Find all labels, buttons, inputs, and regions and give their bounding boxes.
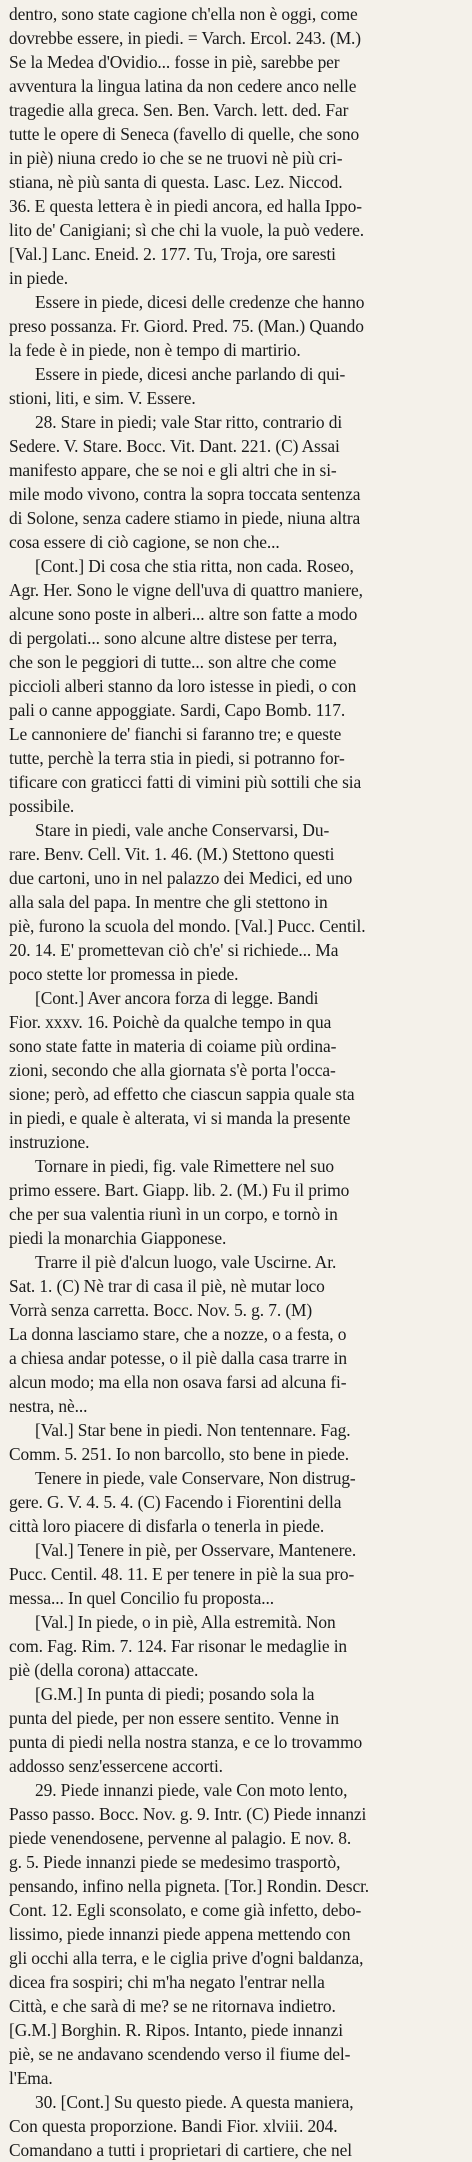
text-line: a chiesa andar potesse, o il piè dalla casa trarre in [9,1348,348,1368]
text-line: Vorrà senza carretta. Bocc. Nov. 5. g. 7. (M) [9,1300,313,1320]
text-line: 36. E questa lettera è in piedi ancora, ed halla Ippo- [9,196,362,216]
text-line: alla sala del papa. In mentre che gli stettono in [9,892,328,912]
text-line: [Val.] Lanc. Eneid. 2. 177. Tu, Troja, ore saresti [9,244,336,264]
text-line: mile modo vivono, contra la sopra toccata sentenza [9,484,361,504]
text-line: la fede è in piede, non è tempo di martirio. [9,340,301,360]
text-line: [Val.] Tenere in piè, per Osservare, Mantenere. [35,1540,357,1560]
text-line: 20. 14. E' promettevan ciò ch'e' si richiede... Ma [9,940,339,960]
text-line: di Solone, senza cadere stiamo in piede, niuna altra [9,508,361,528]
text-line: dentro, sono state cagione ch'ella non è oggi, come [9,4,358,24]
text-line: in piè) niuna credo io che se ne truovi nè più cri- [9,148,343,168]
text-line: tificare con graticci fatti di vimini più sottili che sia [9,772,362,792]
text-line: com. Fag. Rim. 7. 124. Far risonar le medaglie in [9,1636,348,1656]
text-line: [Cont.] Aver ancora forza di legge. Bandi [35,988,319,1008]
text-line: lito de' Canigiani; sì che chi la vuole, la può vedere. [9,220,364,240]
text-line: poco stette lor promessa in piede. [9,964,239,984]
text-line: lissimo, piede innanzi piede appena mettendo con [9,1924,351,1944]
text-line: tutte le opere di Seneca (favello di quelle, che sono [9,124,360,144]
text-line: Sedere. V. Stare. Bocc. Vit. Dant. 221. (C) Assai [9,436,340,456]
text-line: preso possanza. Fr. Giord. Pred. 75. (Man.) Quando [9,316,364,336]
text-line: in piedi, e quale è alterata, vi si manda la presente [9,1108,351,1128]
text-line: stiana, nè più santa di questa. Lasc. Lez. Niccod. [9,172,343,192]
text-line: in piede. [9,268,68,288]
text-line: Tornare in piedi, fig. vale Rimettere nel suo [35,1156,335,1176]
text-line: Stare in piedi, vale anche Conservarsi, Du- [35,820,330,840]
text-line: Essere in piede, dicesi delle credenze che hanno [35,292,365,312]
text-line: Passo passo. Bocc. Nov. g. 9. Intr. (C) Piede innanzi [9,1804,367,1824]
text-line: cosa essere di ciò cagione, se non che... [9,532,280,552]
text-line: g. 5. Piede innanzi piede se medesimo trasportò, [9,1852,341,1872]
text-line: primo essere. Bart. Giapp. lib. 2. (M.) Fu il primo [9,1180,350,1200]
text-line: avventura la lingua latina da non cedere anco nelle [9,76,357,96]
text-line: addosso senz'essercene accorti. [9,1756,223,1776]
text-line: piè, se ne andavano scendendo verso il fiume del- [9,2044,351,2064]
text-line: Tenere in piede, vale Conservare, Non distrug- [35,1468,356,1488]
text-line: pensando, infino nella pigneta. [Tor.] Rondin. Descr. [9,1876,370,1896]
text-line: gli occhi alla terra, e le ciglia prive d'ogni baldanza, [9,1948,364,1968]
text-line: zioni, secondo che alla giornata s'è porta l'occa- [9,1060,336,1080]
text-line: piè (della corona) attaccate. [9,1660,199,1680]
text-line: piede venendosene, pervenne al palagio. E nov. 8. [9,1828,352,1848]
text-line: 28. Stare in piedi; vale Star ritto, contrario di [35,412,343,432]
text-line: [Val.] In piede, o in piè, Alla estremità. Non [35,1612,336,1632]
text-line: Pucc. Centil. 48. 11. E per tenere in piè la sua pro- [9,1564,355,1584]
text-line: [G.M.] Borghin. R. Ripos. Intanto, piede innanzi [9,2020,343,2040]
text-line: piccioli alberi stanno da loro istesse in piedi, o con [9,676,357,696]
text-line: [Val.] Star bene in piedi. Non tentennare. Fag. [35,1420,351,1440]
text-line: Comandano a tutti i proprietari di cartiere, che nel [9,2140,352,2160]
text-line: stioni, liti, e sim. V. Essere. [9,388,196,408]
text-line: gere. G. V. 4. 5. 4. (C) Facendo i Fiorentini della [9,1492,342,1512]
text-line: possibile. [9,796,75,816]
text-line: che per sua valentia riunì in un corpo, e tornò in [9,1204,338,1224]
text-line: rare. Benv. Cell. Vit. 1. 46. (M.) Stettono questi [9,844,335,864]
text-line: Città, e che sarà di me? se ne ritornava indietro. [9,1996,336,2016]
text-line: La donna lasciamo stare, che a nozze, o a festa, o [9,1324,347,1344]
text-line: instruzione. [9,1132,90,1152]
text-line: Se la Medea d'Ovidio... fosse in piè, sarebbe per [9,52,340,72]
text-line: nestra, nè... [9,1396,88,1416]
text-line: Agr. Her. Sono le vigne dell'uva di quattro maniere, [9,580,363,600]
text-line: piè, furono la scuola del mondo. [Val.] Pucc. Centil. [9,916,366,936]
text-line: 29. Piede innanzi piede, vale Con moto lento, [35,1780,348,1800]
text-line: tutte, perchè la terra stia in piedi, si potranno for- [9,748,345,768]
text-line: messa... In quel Concilio fu proposta... [9,1588,275,1608]
text-line: città loro piacere di disfarla o tenerla in piede. [9,1516,325,1536]
text-line: di pergolati... sono alcune altre distese per terra, [9,628,338,648]
text-line: [Cont.] Di cosa che stia ritta, non cada. Roseo, [35,556,354,576]
text-line: Con questa proporzione. Bandi Fior. xlviii. 204. [9,2116,338,2136]
text-line: 30. [Cont.] Su questo piede. A questa maniera, [35,2092,354,2112]
text-line: che son le peggiori di tutte... son altre che come [9,652,337,672]
text-line: sono state fatte in materia di coiame più ordina- [9,1036,337,1056]
text-line: alcun modo; ma ella non osava farsi ad alcuna fi- [9,1372,347,1392]
text-line: alcune sono poste in alberi... altre son fatte a modo [9,604,358,624]
text-line: pali o canne appoggiate. Sardi, Capo Bomb. 117. [9,700,346,720]
text-line: Trarre il piè d'alcun luogo, vale Uscirne. Ar. [35,1252,337,1272]
text-line: sione; però, ad effetto che ciascun sappia quale sta [9,1084,355,1104]
text-line: due cartoni, uno in nel palazzo dei Medici, ed uno [9,868,353,888]
text-line: Le cannoniere de' fianchi si faranno tre; e queste [9,724,342,744]
text-line: manifesto appare, che se noi e gli altri che in si- [9,460,337,480]
text-line: punta di piedi nella nostra stanza, e ce lo trovammo [9,1732,363,1752]
text-line: [G.M.] In punta di piedi; posando sola la [35,1684,315,1704]
text-line: Sat. 1. (C) Nè trar di casa il piè, nè mutar loco [9,1276,325,1296]
text-line: dicea fra sospiri; chi m'ha negato l'entrar nella [9,1972,325,1992]
text-line: Essere in piede, dicesi anche parlando di qui- [35,364,346,384]
text-line: punta del piede, per non essere sentito. Venne in [9,1708,339,1728]
text-line: l'Ema. [9,2068,53,2088]
text-line: tragedie alla greca. Sen. Ben. Varch. lett. ded. Far [9,100,349,120]
text-line: Cont. 12. Egli sconsolato, e come già infetto, debo- [9,1900,362,1920]
text-line: dovrebbe essere, in piedi. = Varch. Ercol. 243. (M.) [9,28,361,48]
text-line: piedi la monarchia Giapponese. [9,1228,227,1248]
text-line: Fior. xxxv. 16. Poichè da qualche tempo in qua [9,1012,332,1032]
text-line: Comm. 5. 251. Io non barcollo, sto bene in piede. [9,1444,349,1464]
